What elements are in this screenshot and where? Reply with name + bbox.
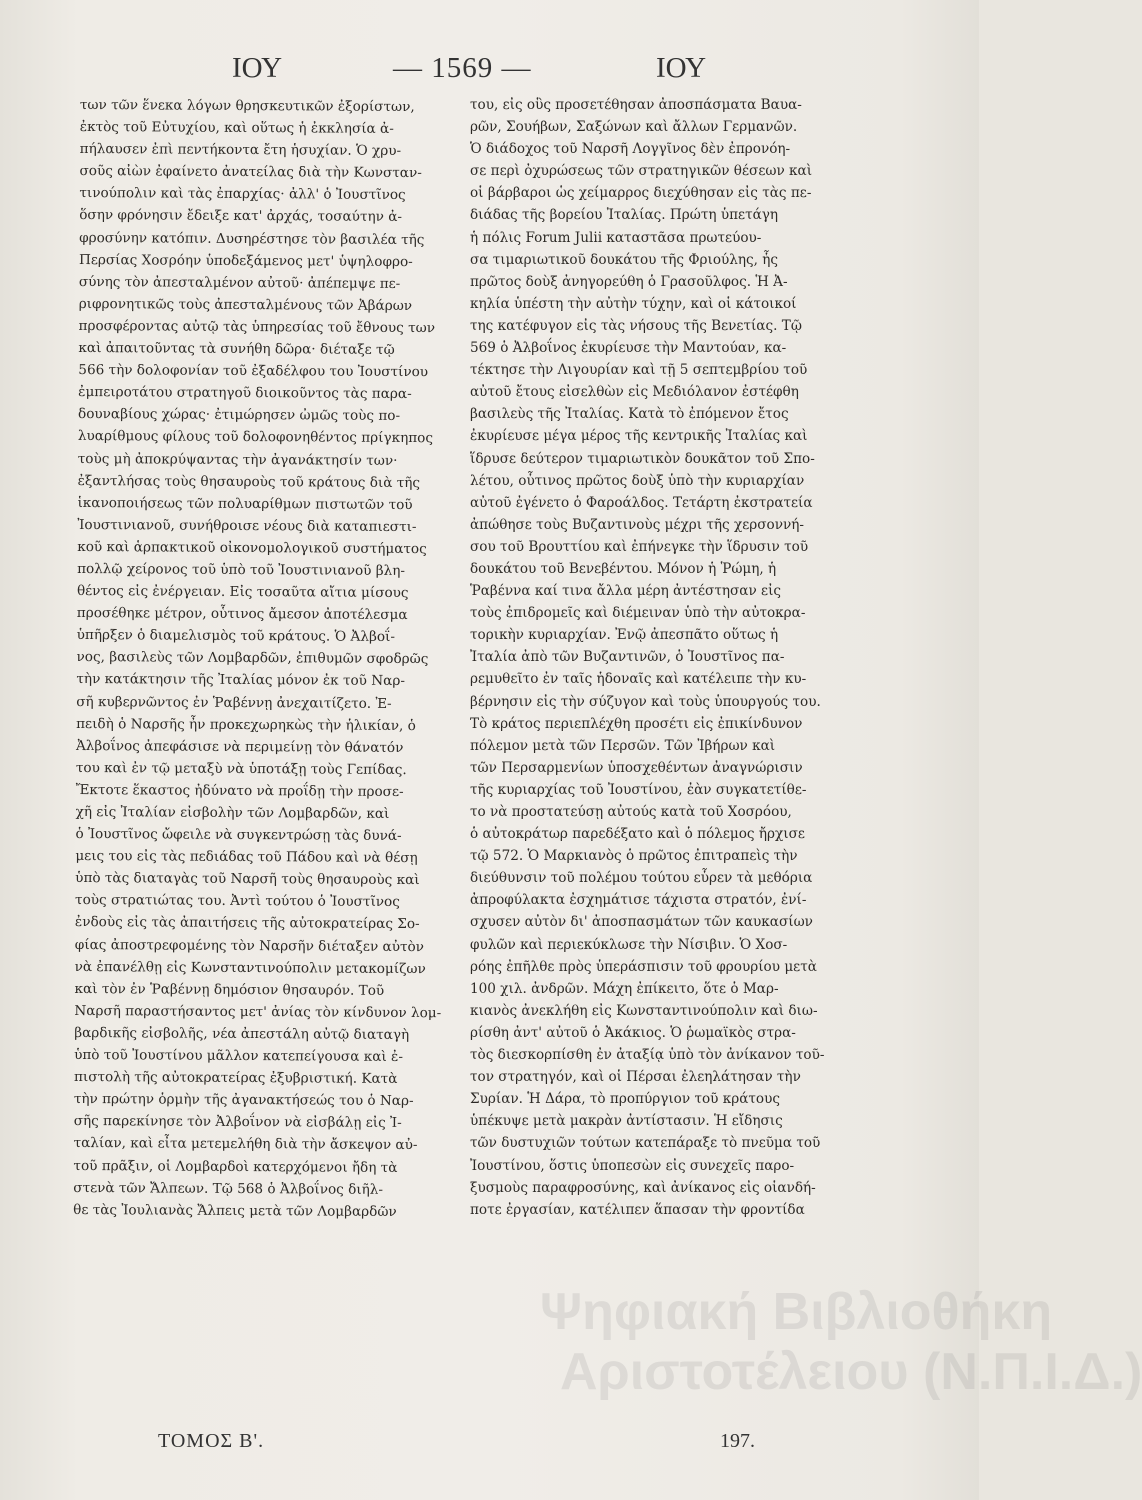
text-line: τῶν Περσαρμενίων ὑποσχεθέντων ἀναγνώρισιν <box>470 759 803 776</box>
text-line: τέκτησε τὴν Λιγουρίαν καὶ τῇ 5 σεπτεμβρίου τοῦ <box>470 362 808 379</box>
text-line: ἐνδοὺς εἰς τὰς ἀπαιτήσεις τῆς αὐτοκρατείρας Σο- <box>74 914 420 933</box>
text-line: ρίσθη ἀντ' αὐτοῦ ὁ Ἀκάκιος. Ὁ ῥωμαϊκὸς στρα- <box>470 1024 796 1041</box>
text-line: Ἀλβοΐνος ἀπεφάσισε νὰ περιμείνῃ τὸν θάνατόν <box>75 737 404 756</box>
text-line: των τῶν ἕνεκα λόγων θρησκευτικῶν ἐξορίστων, <box>79 96 415 116</box>
text-line: πρῶτος δοὺξ ἀνηγορεύθη ὁ Γρασοῦλφος. Ἡ Ἀ- <box>470 273 788 290</box>
text-line: ἐκτὸς τοῦ Εὐτυχίου, καὶ οὕτως ἡ ἐκκλησία ἀ- <box>79 119 394 138</box>
left-text-column <box>73 94 446 1223</box>
text-line: τοῦ πρᾶξιν, οἱ Λομβαρδοὶ κατερχόμενοι ἤδη τὰ <box>73 1157 398 1176</box>
text-line: Ἔκτοτε ἕκαστος ἠδύνατο νὰ προΐδῃ τὴν προσε- <box>75 781 404 800</box>
text-line: σχυσεν αὐτὸν δι' ἀποσπασμάτων τῶν καυκασίων <box>470 914 813 931</box>
text-line: φίας ἀποστρεφομένης τὸν Ναρσῆν διέταξεν αὐτὸν <box>74 936 425 955</box>
text-line: ρεμυθεῖτο ἐν ταῖς ἡδοναῖς καὶ κατέλειπε τὴν κυ- <box>470 671 807 688</box>
text-line: ξυσμοὺς παραφροσύνης, καὶ ἀνίκανος εἰς οἱανδή- <box>470 1179 816 1196</box>
text-line: στενὰ τῶν Ἄλπεων. Τῷ 568 ὁ Ἀλβοΐνος διῆλ- <box>73 1179 384 1198</box>
text-line: σα τιμαριωτικοῦ δουκάτου τῆς Φριούλης, ἧς <box>470 251 779 268</box>
text-line: ταλίαν, καὶ εἶτα μετεμελήθη διὰ τὴν ἄσκεψον αὐ- <box>73 1135 418 1154</box>
text-line: ὑπὸ τοῦ Ἰουστίνου μᾶλλον κατεπείγουσα καὶ ἐ- <box>74 1047 403 1066</box>
text-line: σύνης τὸν ἀπεσταλμένον αὐτοῦ· ἀπέπεμψε πε- <box>78 273 401 292</box>
header-left-guideword: ΙΟΥ <box>232 52 283 84</box>
text-line: ἐξαντλήσας τοὺς θησαυροὺς τοῦ κράτους διὰ τῆς <box>77 472 421 491</box>
text-line: διεύθυνσιν τοῦ πολέμου τούτου εὗρεν τὰ μεθόρια <box>470 870 813 887</box>
volume-signature: ΤΟΜΟΣ Β'. <box>158 1430 265 1452</box>
text-line: Ὁ διάδοχος τοῦ Ναρσῆ Λογγῖνος δὲν ἐπρονόη- <box>470 141 791 158</box>
text-line: τοὺς ἐπιδρομεῖς καὶ διέμειναν ὑπὸ τὴν αὐτοκρα- <box>470 605 806 622</box>
text-line: Συρίαν. Ἡ Δάρα, τὸ προπύργιον τοῦ κράτους <box>470 1091 780 1108</box>
text-line: ὑπέκυψε μετὰ μακρὰν ἀντίστασιν. Ἡ εἴδησις <box>470 1113 783 1130</box>
text-line: τὴν κατάκτησιν τῆς Ἰταλίας μόνον ἐκ τοῦ Ναρ- <box>76 671 406 690</box>
text-line: τοὺς στρατιώτας του. Ἀντὶ τούτου ὁ Ἰουστῖνος <box>75 892 400 911</box>
text-line: Ἰουστινιανοῦ, συνήθροισε νέους διὰ καταπιεστι- <box>77 516 417 535</box>
text-line: λυαρίθμους φίλους τοῦ δολοφονηθέντος πρίγκηπος <box>77 428 434 447</box>
sheet-signature: 197. <box>720 1430 755 1452</box>
text-line: καὶ τὸν ἐν Ῥαβέννῃ δημόσιον θησαυρόν. Τοῦ <box>74 980 385 999</box>
text-line: Ῥαβέννα καί τινα ἄλλα μέρη ἀντέστησαν εἰς <box>470 583 782 600</box>
text-line: φροσύνην κατόπιν. Δυσηρέστησε τὸν βασιλέα τῆς <box>79 229 425 248</box>
text-line: τινούπολιν καὶ τὰς ἐπαρχίας· ἀλλ' ὁ Ἰουστῖνος <box>79 185 406 204</box>
text-line: τῆς κυριαρχίας τοῦ Ἰουστίνου, ἐὰν συγκατετίθε- <box>470 781 807 798</box>
text-line: Περσίας Χοσρόην ὑποδεξάμενος μετ' ὑψηλοφρο- <box>78 251 413 270</box>
text-line: νὰ ἐπανέλθῃ εἰς Κωνσταντινούπολιν μετακομίζων <box>74 958 426 977</box>
text-line: πόλεμον μετὰ τῶν Περσῶν. Τῶν Ἰβήρων καὶ <box>470 737 776 754</box>
text-line: βασιλεὺς τῆς Ἰταλίας. Κατὰ τὸ ἐπόμενον ἔτος <box>470 406 789 423</box>
page-number: — 1569 — <box>393 52 532 84</box>
library-watermark <box>540 1282 1142 1432</box>
text-line: τῷ 572. Ὁ Μαρκιανὸς ὁ πρῶτος ἐπιτραπεὶς τὴν <box>470 848 798 865</box>
text-line: αὐτοῦ ἔτους εἰσελθὼν εἰς Μεδιόλανον ἐστέφθη <box>470 384 799 401</box>
right-text-column <box>470 94 881 1221</box>
text-line: κιανὸς ἀνεκλήθη εἰς Κωνσταντινούπολιν καὶ διω- <box>470 1002 818 1019</box>
text-line: λέτου, οὗτινος πρῶτος δοὺξ ὑπὸ τὴν κυριαρχίαν <box>470 472 805 489</box>
text-line: θέντος εἰς ἐνέργειαν. Εἰς τοσαῦτα αἴτια μίσους <box>76 583 409 602</box>
text-line: 566 τὴν δολοφονίαν τοῦ ἐξαδέλφου του Ἰουστίνου <box>78 362 429 381</box>
text-line: του, εἰς οὓς προσετέθησαν ἀποσπάσματα Βαυα- <box>470 97 802 113</box>
text-line: φυλῶν καὶ περιεκύκλωσε τὴν Νίσιβιν. Ὁ Χοσ- <box>470 936 788 953</box>
text-line: ὑπῆρξεν ὁ διαμελισμὸς τοῦ κράτους. Ὁ Ἀλβοΐ- <box>76 627 396 646</box>
text-line: ἀπώθησε τοὺς Βυζαντινοὺς μέχρι τῆς χερσοννή- <box>470 516 804 533</box>
text-line: πειδὴ ὁ Ναρσῆς ἦν προκεχωρηκὼς τὴν ἡλικίαν, ὁ <box>76 715 416 734</box>
text-line: ἡ πόλις Forum Julii καταστᾶσα πρωτεύου- <box>470 229 762 246</box>
text-line: Ἰουστίνου, ὅστις ὑποπεσὼν εἰς συνεχεῖς παρο- <box>470 1157 795 1174</box>
watermark-line-2: Αριστοτέλειου (Ν.Π.Ι.Δ.) <box>560 1343 1142 1401</box>
text-line: καὶ ἀπαιτοῦντας τὰ συνήθη δῶρα· διέταξε τῷ <box>78 340 395 358</box>
text-line: σοῦς αἰὼν ἐφαίνετο ἀνατείλας διὰ τὴν Κωνσταν- <box>79 163 422 182</box>
text-line: ὁ αὐτοκράτωρ παρεδέξατο καὶ ὁ πόλεμος ἤρχισε <box>470 826 805 843</box>
text-line: ριφρονητικῶς τοὺς ἀπεσταλμένους τῶν Ἀβάρων <box>78 295 413 314</box>
text-line: Ναρσῆ παραστήσαντος μετ' ἀνίας τὸν κίνδυνον λομ- <box>74 1002 442 1022</box>
text-line: ὑπὸ τὰς διαταγὰς τοῦ Ναρσῆ τοὺς θησαυροὺς καὶ <box>75 870 420 889</box>
text-line: Τὸ κράτος περιεπλέχθη προσέτι εἰς ἐπικίνδυνον <box>470 715 803 732</box>
text-line: ἐκυρίευσε μέγα μέρος τῆς κεντρικῆς Ἰταλίας καὶ <box>470 428 808 445</box>
text-line: σῆς παρεκίνησε τὸν Ἀλβοΐνον νὰ εἰσβάλῃ εἰς Ἰ- <box>73 1113 402 1132</box>
text-line: τὴν πρώτην ὁρμὴν τῆς ἀγανακτήσεώς του ὁ Ναρ- <box>73 1091 414 1110</box>
text-line: της κατέφυγον εἰς τὰς νήσους τῆς Βενετίας. Τῷ <box>470 317 802 334</box>
text-line: τορικὴν κυριαρχίαν. Ἐνῷ ἀπεσπᾶτο οὕτως ἡ <box>470 627 779 644</box>
text-line: ἵδρυσε δεύτερον τιμαριωτικὸν δουκᾶτον τοῦ Σπο- <box>470 450 815 467</box>
text-line: το νὰ προστατεύσῃ αὐτούς κατὰ τοῦ Χοσρόου, <box>470 804 792 820</box>
text-line: ποτε ἐργασίαν, κατέλιπεν ἅπασαν τὴν φροντίδα <box>470 1201 805 1218</box>
text-line: τοὺς μὴ ἀποκρύψαντας τὴν ἀγανάκτησίν των· <box>77 450 398 469</box>
text-line: βέρνησιν εἰς τὴν σύζυγον καὶ τοὺς ὑπουργούς του. <box>470 693 821 710</box>
text-line: δουναβίους χώρας· ἐτιμώρησεν ὠμῶς τοὺς πο- <box>77 406 401 425</box>
text-line: ἐμπειροτάτου στρατηγοῦ διοικοῦντος τὰς παρα- <box>78 384 412 403</box>
text-line: ἱκανοποιήσεως τῶν πολυαρίθμων πιστωτῶν τοῦ <box>77 494 413 513</box>
text-line: 569 ὁ Ἀλβοΐνος ἐκυρίευσε τὴν Μαντούαν, κα- <box>470 340 787 357</box>
text-line: θε τὰς Ἰουλιανὰς Ἄλπεις μετὰ τῶν Λομβαρδῶν <box>73 1201 397 1220</box>
text-line: τῶν δυστυχιῶν τούτων κατεπάραξε τὸ πνεῦμα τοῦ <box>470 1135 821 1152</box>
text-line: ὅσην φρόνησιν ἔδειξε κατ' ἀρχάς, τοσαύτην ἀ- <box>79 207 403 226</box>
text-line: του καὶ ἐν τῷ μεταξὺ νὰ ὑποτάξῃ τοὺς Γεπίδας. <box>75 759 407 778</box>
text-line: οἱ βάρβαροι ὡς χείμαρρος διεχύθησαν εἰς τὰς πε- <box>470 185 812 202</box>
text-line: προσέθηκε μέτρον, οὗτινος ἄμεσον ἀποτέλεσμα <box>76 605 408 624</box>
text-line: ρῶν, Σουήβων, Σαξώνων καὶ ἄλλων Γερμανῶν. <box>470 119 798 136</box>
text-line: πιστολὴ τῆς αὐτοκρατείρας ἐξυβριστική. Κατὰ <box>73 1069 398 1088</box>
text-line: αὐτοῦ ἐγένετο ὁ Φαροάλδος. Τετάρτη ἐκστρατεία <box>470 494 813 511</box>
text-line: ἀπροφύλακτα ἐσχημάτισε τάχιστα στρατόν, ἐνί- <box>470 892 807 909</box>
text-line: κοῦ καὶ ἁρπακτικοῦ οἰκονομολογικοῦ συστήματος <box>77 538 427 558</box>
text-line: νος, βασιλεὺς τῶν Λομβαρδῶν, ἐπιθυμῶν σφοδρῶς <box>76 649 429 668</box>
header-right-guideword: ΙΟΥ <box>656 52 707 84</box>
text-line: σου τοῦ Βρουττίου καὶ ἐπήνεγκε τὴν ἵδρυσιν τοῦ <box>470 538 809 555</box>
text-line: τον στρατηγόν, καὶ οἱ Πέρσαι ἐλεηλάτησαν τὴν <box>470 1069 801 1086</box>
text-line: δουκάτου τοῦ Βενεβέντου. Μόνον ἡ Ῥώμη, ἡ <box>470 560 777 577</box>
text-line: πολλῷ χείρονος τοῦ ὑπὸ τοῦ Ἰουστινιανοῦ βλη- <box>77 560 406 579</box>
text-line: πήλαυσεν ἐπὶ πεντήκοντα ἔτη ἡσυχίαν. Ὁ χρυ- <box>79 141 402 160</box>
text-line: ρόης ἐπῆλθε πρὸς ὑπεράσπισιν τοῦ φρουρίου μετὰ <box>470 958 817 975</box>
text-line: σε περὶ ὀχυρώσεως τῶν στρατηγικῶν θέσεων καὶ <box>470 163 813 180</box>
text-line: διάδας τῆς βορείου Ἰταλίας. Πρώτη ὑπετάγη <box>470 207 779 224</box>
text-line: βαρδικῆς εἰσβολῆς, νέα ἀπεστάλη αὐτῷ διαταγὴ <box>74 1024 410 1043</box>
text-line: κηλία ὑπέστη τὴν αὐτὴν τύχην, καὶ οἱ κάτοικοί <box>470 295 797 312</box>
text-line: χῆ εἰς Ἰταλίαν εἰσβολὴν τῶν Λομβαρδῶν, καὶ <box>75 803 390 822</box>
text-line: Ἰταλία ἀπὸ τῶν Βυζαντινῶν, ὁ Ἰουστῖνος πα- <box>470 649 785 666</box>
text-line: ὁ Ἰουστῖνος ὤφειλε νὰ συγκεντρώσῃ τὰς δυνά- <box>75 826 402 845</box>
text-line: 100 χιλ. ἀνδρῶν. Μάχη ἐπίκειτο, ὅτε ὁ Μαρ- <box>470 980 779 997</box>
text-line: μεις του εἰς τὰς πεδιάδας τοῦ Πάδου καὶ νὰ θέσῃ <box>75 848 418 867</box>
watermark-line-1: Ψηφιακή Βιβλιοθήκη <box>540 1283 1053 1341</box>
text-line: σῆ κυβερνῶντος ἐν Ῥαβέννῃ ἀνεχαιτίζετο. Ἐ- <box>76 693 392 712</box>
text-line: τὸς διεσκορπίσθη ἐν ἀταξίᾳ ὑπὸ τὸν ἀνίκανον τοῦ- <box>470 1047 825 1064</box>
text-line: προσφέροντας αὐτῷ τὰς ὑπηρεσίας τοῦ ἔθνους των <box>78 317 436 337</box>
page-header <box>0 52 979 92</box>
